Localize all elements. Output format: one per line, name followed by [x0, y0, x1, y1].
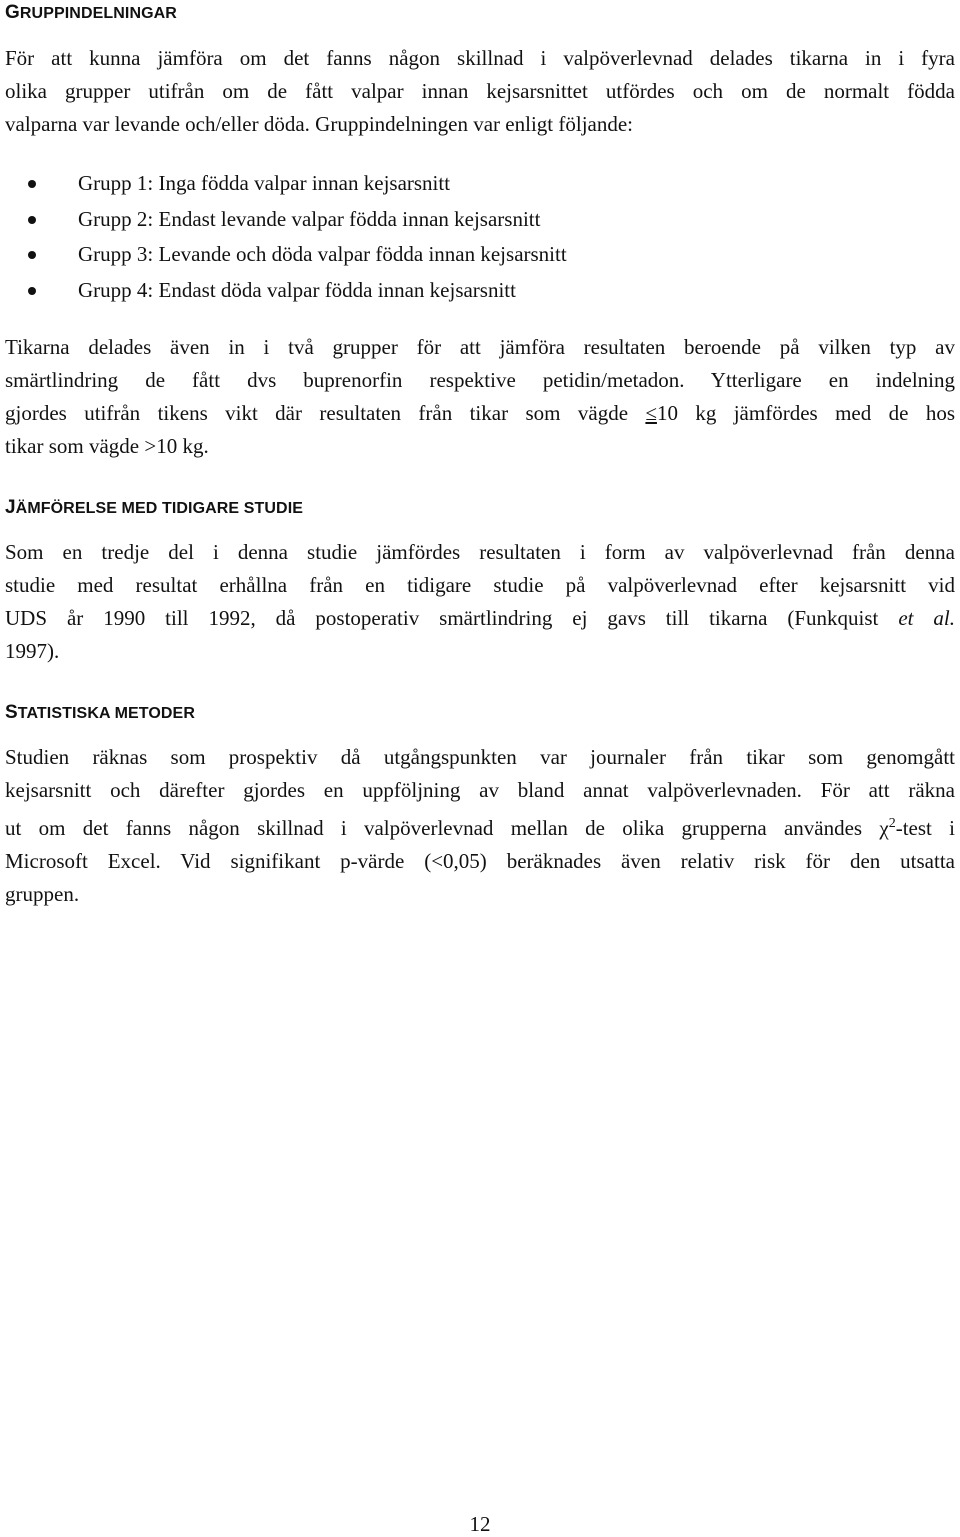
list-item-grupp-3: Grupp 3: Levande och döda valpar födda innan kejsarsnitt: [5, 237, 905, 273]
heading-gruppindelningar: GRUPPINDELNINGAR: [5, 2, 177, 23]
page-number: 12: [469, 1512, 491, 1536]
text-line: Som en tredje del i denna studie jämfördes resultaten i form av valpöverlevnad från denna: [5, 540, 955, 564]
text-line: smärtlindring de fått dvs buprenorfin respektive petidin/metadon. Ytterligare en indelning: [5, 368, 955, 392]
text-line-chi-square: ut om det fanns någon skillnad i valpöverlevnad mellan de olika grupperna användes $\chi^2$-test i: [5, 816, 955, 840]
bullet-icon: [28, 216, 36, 224]
text-line-citation: UDS år 1990 till 1992, då postoperativ smärtlindring ej gavs till tikarna (Funkquist et al.: [5, 606, 955, 630]
text-line: Microsoft Excel. Vid signifikant p-värde (<0,05) beräknades även relativ risk för den utsatta: [5, 849, 955, 873]
text-line: gruppen.: [5, 882, 80, 906]
paragraph-jamforelse: [5, 536, 955, 668]
text-line: För att kunna jämföra om det fanns någon skillnad i valpöverlevnad delades tikarna in i fyra: [5, 46, 955, 70]
text-line: kejsarsnitt och därefter gjordes en uppföljning av bland annat valpöverlevnaden. För att räkna: [5, 778, 955, 802]
less-equal-symbol: ≤: [645, 401, 657, 425]
text-line: 1997).: [5, 639, 60, 663]
bullet-icon: [28, 180, 36, 188]
text-line: studie med resultat erhållna från en tidigare studie på valpöverlevnad efter kejsarsnitt vid: [5, 573, 955, 597]
paragraph-statistiska-metoder: [5, 741, 955, 911]
chi-exponent: 2: [888, 816, 896, 831]
group-list: [5, 166, 905, 308]
heading-statistiska-metoder: STATISTISKA METODER: [5, 702, 195, 723]
text-line-weight: gjordes utifrån tikens vikt där resultaten från tikar som vägde ≤10 kg jämfördes med de hos: [5, 401, 955, 425]
text-line: tikar som vägde >10 kg.: [5, 434, 209, 458]
list-item-grupp-1: Grupp 1: Inga födda valpar innan kejsarsnitt: [5, 166, 905, 202]
paragraph-gruppindelning-intro: [5, 42, 955, 141]
heading-jamforelse: JÄMFÖRELSE MED TIDIGARE STUDIE: [5, 497, 304, 518]
bullet-icon: [28, 287, 36, 295]
text-line: Tikarna delades även in i två grupper för att jämföra resultaten beroende på vilken typ av: [5, 335, 955, 359]
bullet-icon: [28, 251, 36, 259]
text-line: olika grupper utifrån om de fått valpar innan kejsarsnittet utfördes och om de normalt födda: [5, 79, 955, 103]
text-line: Studien räknas som prospektiv då utgångspunkten var journaler från tikar som genomgått: [5, 745, 955, 769]
chi-symbol: χ: [879, 816, 889, 840]
text-line: valparna var levande och/eller döda. Gruppindelningen var enligt följande:: [5, 112, 634, 136]
list-item-grupp-4: Grupp 4: Endast döda valpar födda innan kejsarsnitt: [5, 273, 905, 309]
list-item-grupp-2: Grupp 2: Endast levande valpar födda innan kejsarsnitt: [5, 202, 905, 238]
paragraph-tikarna-indelning: [5, 331, 955, 463]
